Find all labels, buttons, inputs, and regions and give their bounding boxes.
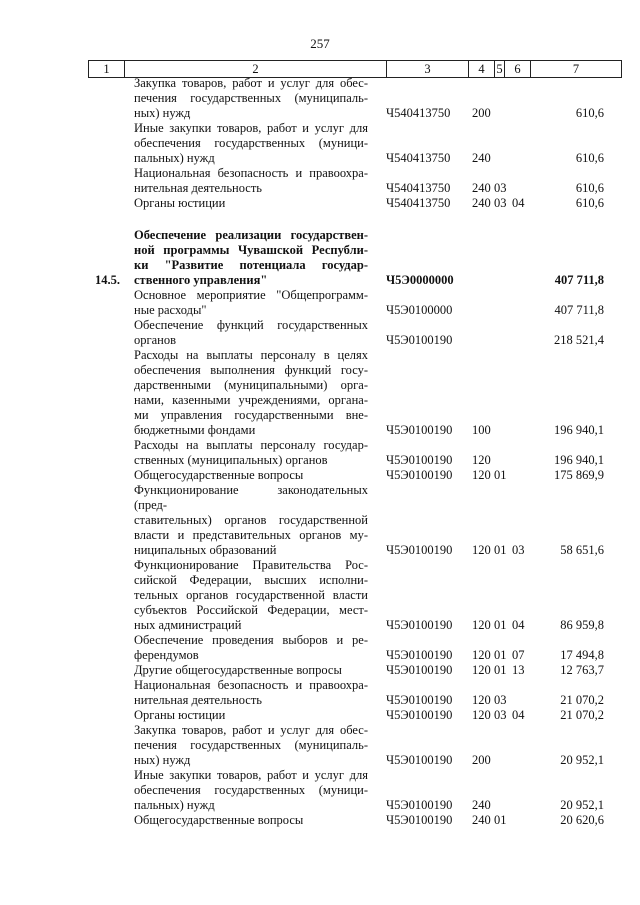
expense-type: 100	[472, 423, 491, 437]
amount: 20 952,1	[560, 798, 604, 812]
expense-type: 240	[472, 181, 491, 195]
description-line: обеспечения выполнения функций госу-	[134, 363, 368, 377]
section: 03	[494, 196, 507, 210]
table-row	[0, 196, 640, 211]
row-description	[134, 663, 368, 678]
subsection: 07	[512, 648, 525, 662]
table-row	[0, 166, 640, 196]
description-line: Функционирование Правительства Рос-	[134, 558, 368, 572]
section: 01	[494, 663, 507, 677]
amount: 610,6	[575, 181, 604, 195]
description-line: субъектов Российской Федерации, мест-	[134, 603, 368, 617]
target-code: Ч5Э0100190	[386, 648, 453, 662]
budget-table-body	[0, 76, 640, 828]
table-row	[0, 483, 640, 558]
description-line: бюджетными фондами	[134, 423, 256, 437]
description-line: Обеспечение проведения выборов и ре-	[134, 633, 368, 647]
section: 01	[494, 468, 507, 482]
expense-type: 120	[472, 468, 491, 482]
row-description	[134, 121, 368, 166]
expense-type: 240	[472, 151, 491, 165]
description-line: дарственными (муниципальными) орга-	[134, 378, 368, 392]
row-description	[134, 348, 368, 438]
amount: 610,6	[575, 196, 604, 210]
expense-type: 120	[472, 648, 491, 662]
description-line: Закупка товаров, работ и услуг для обес-	[134, 723, 368, 737]
description-line: ми управления государственными вне-	[134, 408, 368, 422]
target-code: Ч5Э0100190	[386, 423, 453, 437]
target-code: Ч5Э0100190	[386, 798, 453, 812]
description-line: обеспечения государственных (муници-	[134, 136, 368, 150]
row-description	[134, 723, 368, 768]
target-code: Ч5Э0100190	[386, 693, 453, 707]
section: 03	[494, 693, 507, 707]
description-line: тельных органов государственной власти	[134, 588, 368, 602]
target-code: Ч5Э0100190	[386, 453, 453, 467]
description-line: ферендумов	[134, 648, 199, 662]
description-line: пальных) нужд	[134, 151, 215, 165]
row-number: 14.5.	[95, 273, 120, 287]
description-line: власти и представительных органов му-	[134, 528, 368, 542]
amount: 218 521,4	[554, 333, 604, 347]
table-row	[0, 633, 640, 663]
table-row	[0, 768, 640, 813]
row-description	[134, 468, 368, 483]
table-row	[0, 438, 640, 468]
description-line: Закупка товаров, работ и услуг для обес-	[134, 76, 368, 90]
expense-type: 240	[472, 798, 491, 812]
column-header: 7	[530, 61, 622, 77]
row-description	[134, 438, 368, 468]
description-line: ной программы Чувашской Республи-	[134, 243, 368, 257]
row-description	[134, 288, 368, 318]
expense-type: 240	[472, 813, 491, 827]
table-row	[0, 558, 640, 633]
column-header: 1	[88, 61, 124, 77]
amount: 610,6	[575, 151, 604, 165]
description-line: ки "Развитие потенциала государ-	[134, 258, 368, 272]
expense-type: 120	[472, 663, 491, 677]
subsection: 13	[512, 663, 525, 677]
row-description	[134, 76, 368, 121]
section: 03	[494, 708, 507, 722]
column-header: 3	[386, 61, 468, 77]
description-line: Другие общегосударственные вопросы	[134, 663, 342, 677]
subsection: 04	[512, 196, 525, 210]
description-line: сийской Федерации, высших исполни-	[134, 573, 368, 587]
section: 01	[494, 543, 507, 557]
target-code: Ч540413750	[386, 181, 451, 195]
table-row	[0, 678, 640, 708]
description-line: Иные закупки товаров, работ и услуг для	[134, 121, 368, 135]
description-line: ных) нужд	[134, 753, 191, 767]
description-line: Национальная безопасность и правоохра-	[134, 678, 368, 692]
amount: 58 651,6	[560, 543, 604, 557]
description-line: печения государственных (муниципаль-	[134, 738, 368, 752]
expense-type: 120	[472, 453, 491, 467]
amount: 21 070,2	[560, 693, 604, 707]
description-line: Органы юстиции	[134, 708, 226, 722]
table-row	[0, 348, 640, 438]
table-row	[0, 121, 640, 166]
target-code: Ч5Э0100190	[386, 813, 453, 827]
target-code: Ч5Э0100190	[386, 618, 453, 632]
expense-type: 200	[472, 753, 491, 767]
description-line: ных) нужд	[134, 106, 191, 120]
table-row	[0, 663, 640, 678]
amount: 86 959,8	[560, 618, 604, 632]
table-row	[0, 288, 640, 318]
table-row	[0, 228, 640, 288]
table-row	[0, 813, 640, 828]
table-row	[0, 318, 640, 348]
description-line: нительная деятельность	[134, 181, 263, 195]
target-code: Ч5Э0100190	[386, 333, 453, 347]
description-line: Расходы на выплаты персоналу в целях	[134, 348, 368, 362]
description-line: нами, казенными учреждениями, органа-	[134, 393, 368, 407]
description-line: печения государственных (муниципаль-	[134, 91, 368, 105]
description-line: ные расходы"	[134, 303, 207, 317]
row-description	[134, 318, 368, 348]
row-description	[134, 708, 368, 723]
target-code: Ч5Э0100190	[386, 543, 453, 557]
table-row	[0, 723, 640, 768]
target-code: Ч5Э0100190	[386, 663, 453, 677]
section: 03	[494, 181, 507, 195]
amount: 12 763,7	[560, 663, 604, 677]
target-code: Ч540413750	[386, 196, 451, 210]
table-row	[0, 76, 640, 121]
amount: 407 711,8	[554, 273, 604, 287]
description-line: ниципальных образований	[134, 543, 277, 557]
expense-type: 120	[472, 618, 491, 632]
description-line: нительная деятельность	[134, 693, 263, 707]
description-line: ственных (муниципальных) органов	[134, 453, 328, 467]
expense-type: 240	[472, 196, 491, 210]
section: 01	[494, 813, 507, 827]
table-row	[0, 708, 640, 723]
description-line: Расходы на выплаты персоналу государ-	[134, 438, 368, 452]
expense-type: 120	[472, 693, 491, 707]
target-code: Ч540413750	[386, 106, 451, 120]
row-description	[134, 558, 368, 633]
amount: 407 711,8	[554, 303, 604, 317]
description-line: органов	[134, 333, 177, 347]
column-header: 4	[468, 61, 494, 77]
description-line: ставительных) органов государственной	[134, 513, 368, 527]
amount: 175 869,9	[554, 468, 604, 482]
description-line: Общегосударственные вопросы	[134, 468, 304, 482]
amount: 196 940,1	[554, 453, 604, 467]
description-line: обеспечения государственных (муници-	[134, 783, 368, 797]
description-line: Национальная безопасность и правоохра-	[134, 166, 368, 180]
expense-type: 120	[472, 708, 491, 722]
amount: 17 494,8	[560, 648, 604, 662]
description-line: Органы юстиции	[134, 196, 226, 210]
section: 01	[494, 648, 507, 662]
row-spacer	[0, 211, 640, 228]
row-description	[134, 768, 368, 813]
description-line: Основное мероприятие "Общепрограмм-	[134, 288, 368, 302]
description-line: пальных) нужд	[134, 798, 215, 812]
section: 01	[494, 618, 507, 632]
row-description	[134, 633, 368, 663]
description-line: ственного управления"	[134, 273, 268, 287]
row-description	[134, 166, 368, 196]
row-description	[134, 483, 368, 558]
target-code: Ч540413750	[386, 151, 451, 165]
page-number: 257	[310, 36, 330, 51]
description-line: Функционирование законодательных (пред-	[134, 483, 368, 512]
expense-type: 200	[472, 106, 491, 120]
amount: 20 952,1	[560, 753, 604, 767]
amount: 196 940,1	[554, 423, 604, 437]
subsection: 04	[512, 708, 525, 722]
row-description	[134, 228, 368, 288]
table-row	[0, 468, 640, 483]
row-description	[134, 196, 368, 211]
description-line: ных администраций	[134, 618, 242, 632]
target-code: Ч5Э0000000	[386, 273, 454, 287]
subsection: 03	[512, 543, 525, 557]
description-line: Обеспечение реализации государствен-	[134, 228, 368, 242]
description-line: Общегосударственные вопросы	[134, 813, 304, 827]
target-code: Ч5Э0100000	[386, 303, 453, 317]
target-code: Ч5Э0100190	[386, 708, 453, 722]
description-line: Обеспечение функций государственных	[134, 318, 368, 332]
target-code: Ч5Э0100190	[386, 753, 453, 767]
target-code: Ч5Э0100190	[386, 468, 453, 482]
row-description	[134, 813, 368, 828]
expense-type: 120	[472, 543, 491, 557]
row-description	[134, 678, 368, 708]
column-header: 6	[504, 61, 530, 77]
description-line: Иные закупки товаров, работ и услуг для	[134, 768, 368, 782]
column-header: 5	[494, 61, 504, 77]
column-header: 2	[124, 61, 386, 77]
amount: 21 070,2	[560, 708, 604, 722]
amount: 20 620,6	[560, 813, 604, 827]
amount: 610,6	[575, 106, 604, 120]
subsection: 04	[512, 618, 525, 632]
